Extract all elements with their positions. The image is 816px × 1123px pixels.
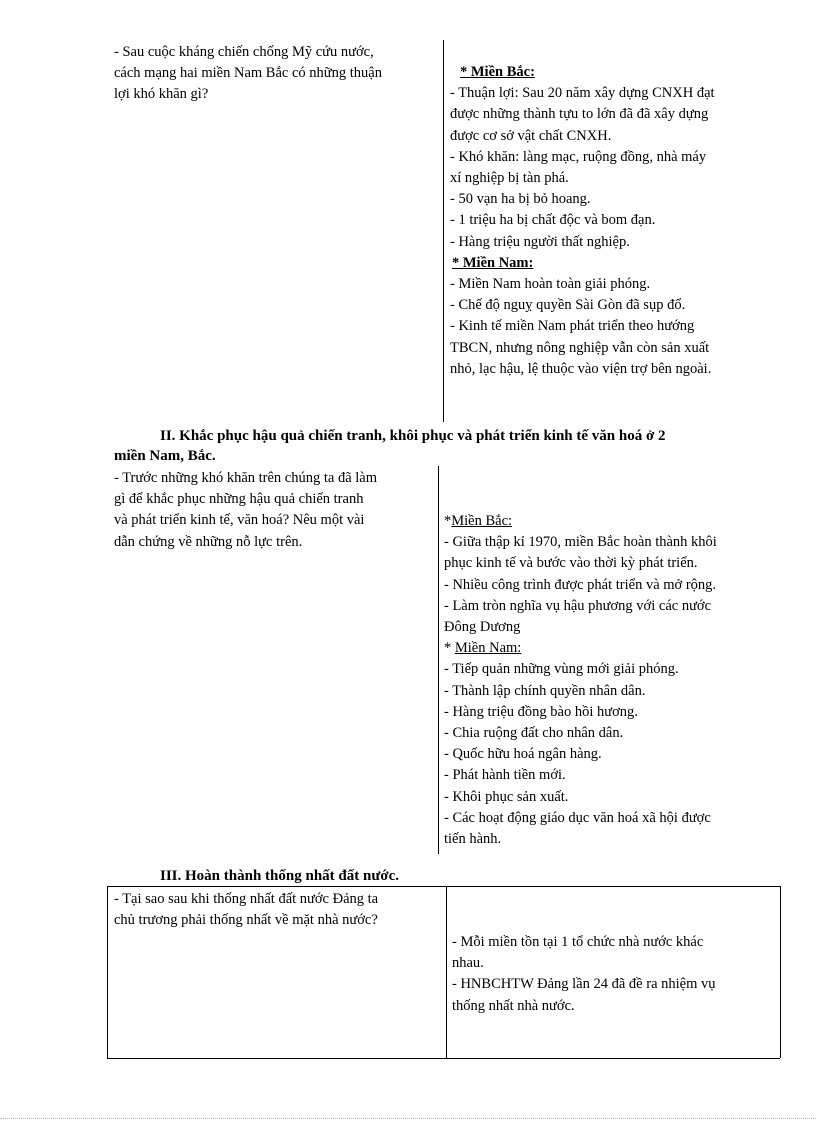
south-heading: * Miền Nam: <box>452 254 534 271</box>
answer-line: được những thành tựu to lớn đã đã xây dựng <box>450 106 709 123</box>
answer-line: - Khó khăn: làng mạc, ruộng đồng, nhà máy <box>450 148 707 165</box>
answer-line: - Nhiều công trình được phát triển và mở rộng. <box>444 576 717 593</box>
answer-line: - Chia ruộng đất cho nhân dân. <box>444 725 624 742</box>
section3-heading: III. Hoàn thành thống nhất đất nước. <box>160 868 400 884</box>
question-line: gì để khắc phục những hậu quả chiến tranh <box>114 491 364 508</box>
section1-question <box>114 42 436 106</box>
section1-answer <box>450 62 780 380</box>
section3-answer <box>452 932 776 1017</box>
answer-line: - Giữa thập kỉ 1970, miền Bắc hoàn thành khôi <box>444 534 717 551</box>
section2-heading <box>114 426 794 466</box>
answer-line: - Phát hành tiền mới. <box>444 767 566 784</box>
answer-line: - Hàng triệu người thất nghiệp. <box>450 233 630 250</box>
answer-line: phục kinh tế và bước vào thời kỳ phát triển. <box>444 555 698 572</box>
question-line: - Trước những khó khăn trên chúng ta đã làm <box>114 470 377 486</box>
south-prefix: * <box>444 640 455 657</box>
answer-line: - HNBCHTW Đảng lần 24 đã đề ra nhiệm vụ <box>452 976 716 993</box>
section2-answer <box>444 511 784 850</box>
answer-line: - Mỗi miền tồn tại 1 tổ chức nhà nước khác <box>452 934 704 950</box>
answer-line: - 50 vạn ha bị bỏ hoang. <box>450 191 591 208</box>
north-prefix: * <box>444 513 452 529</box>
north-heading: * Miền Bắc: <box>460 64 535 80</box>
answer-line: xí nghiệp bị tàn phá. <box>450 170 569 187</box>
answer-line: tiến hành. <box>444 831 502 848</box>
question-line: chủ trương phải thống nhất về mặt nhà nước? <box>114 912 378 929</box>
question-line: và phát triển kinh tế, văn hoá? Nêu một vài <box>114 512 365 529</box>
answer-line: Đông Dương <box>444 619 521 636</box>
answer-line: thống nhất nhà nước. <box>452 997 575 1014</box>
question-line: - Sau cuộc kháng chiến chống Mỹ cứu nước, <box>114 44 374 60</box>
answer-line: - Quốc hữu hoá ngân hàng. <box>444 746 602 763</box>
answer-line: - Kinh tế miền Nam phát triển theo hướng <box>450 318 695 335</box>
answer-line: - Làm tròn nghĩa vụ hậu phương với các nước <box>444 597 712 614</box>
table-right-border <box>780 886 781 1058</box>
answer-line: TBCN, nhưng nông nghiệp vẫn còn sản xuất <box>450 339 710 356</box>
table-middle-border <box>446 886 447 1058</box>
table-top-border <box>107 886 780 887</box>
south-heading: Miền Nam: <box>454 640 522 657</box>
answer-line: - Thành lập chính quyền nhân dân. <box>444 682 646 699</box>
answer-line: - Khôi phục sản xuất. <box>444 788 569 805</box>
section3-question <box>114 889 440 931</box>
question-line: - Tại sao sau khi thống nhất đất nước Đảng ta <box>114 891 379 907</box>
answer-line: - Miền Nam hoàn toàn giải phóng. <box>450 276 651 293</box>
answer-line: - Hàng triệu đồng bào hồi hương. <box>444 703 638 720</box>
answer-line: - Chế độ nguỵ quyền Sài Gòn đã sụp đổ. <box>450 297 686 314</box>
question-line: lợi khó khăn gì? <box>114 86 209 103</box>
section2-question <box>114 468 434 553</box>
answer-line: - 1 triệu ha bị chất độc và bom đạn. <box>450 212 656 229</box>
question-line: cách mạng hai miền Nam Bắc có những thuận <box>114 65 382 82</box>
answer-line: nhau. <box>452 955 484 972</box>
north-heading: Miền Bắc: <box>451 513 513 529</box>
table-bottom-border <box>107 1058 780 1059</box>
table-left-border <box>107 886 108 1058</box>
section1-column-divider <box>443 40 444 422</box>
section2-column-divider <box>438 466 439 854</box>
answer-line: nhỏ, lạc hậu, lệ thuộc vào viện trợ bên ngoài. <box>450 360 712 377</box>
answer-line: được cơ sở vật chất CNXH. <box>450 127 612 144</box>
answer-line: - Các hoạt động giáo dục văn hoá xã hội được <box>444 809 711 826</box>
answer-line: - Thuận lợi: Sau 20 năm xây dựng CNXH đạt <box>450 85 715 102</box>
heading-line: II. Khắc phục hậu quả chiến tranh, khôi phục và phát triển kinh tế văn hoá ở 2 <box>160 428 666 444</box>
heading-line: miền Nam, Bắc. <box>114 448 216 464</box>
answer-line: - Tiếp quản những vùng mới giải phóng. <box>444 661 679 678</box>
page-bottom-edge <box>0 1118 816 1119</box>
question-line: dẫn chứng về những nỗ lực trên. <box>114 533 303 550</box>
